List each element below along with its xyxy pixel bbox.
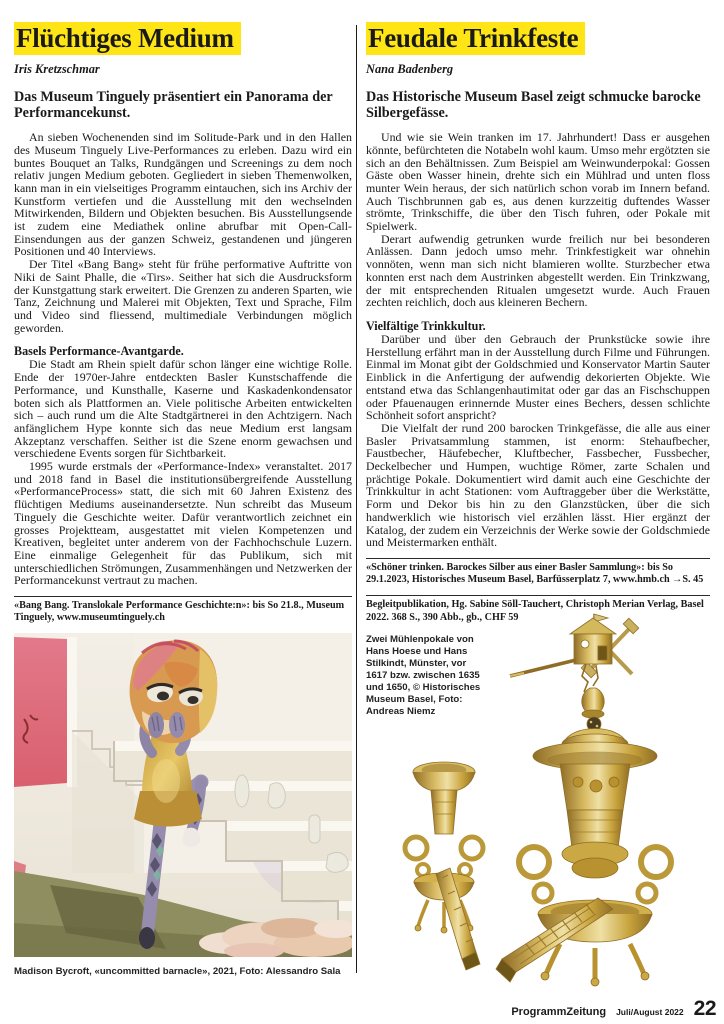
issue-date: Juli/August 2022: [616, 1007, 684, 1017]
headline-highlight: Feudale Trinkfeste: [366, 22, 585, 55]
performance-photo-illustration: [14, 633, 352, 957]
author-byline: Nana Badenberg: [366, 62, 454, 77]
section-subhead: Vielfältige Trinkkultur.: [366, 319, 486, 333]
exhibition-info-note: «Bang Bang. Translokale Performance Geschichte:n»: bis So 21.8., Museum Tinguely, www.museumtinguely.ch: [14, 596, 352, 624]
page-title: [366, 22, 710, 55]
photo-caption: Madison Bycroft, «uncommitted barnacle», 2021, Foto: Alessandro Sala: [14, 965, 341, 977]
author-byline: Iris Kretzschmar: [14, 62, 100, 77]
article-paragraph: Die Vielfalt der rund 200 barocken Trinkgefässe, die alle aus einer Basler Privatsammlung stammen, ist enorm: Stehaufbecher, Faustbecher, Häufebecher, Kluftbecher, Fassbecher, Fussbecher, Deckelbecher und Humpen, wuchtige Römer, zarte Schalen und prächtige Pokale. Dokumentiert wird damit auch eine Geschichte der Trinkkultur in acht Stationen: vom Auftraggeber über die Werkstätte, Form und Dekor bis hin zu den Glanzstücken, über die sich handwerklich wie historisch viel erzählen lässt. Hier ergänzt der Katalog, der zudem ein Verzeichnis der Werke sowie der Goldschmiede und Meistermarken enthält.: [366, 420, 710, 550]
article-paragraph: 1995 wurde erstmals der «Performance-Index» veranstaltet. 2017 und 2018 fand in Basel die institutionsübergreifende Ausstellung «PerformanceProcess» statt, die sich mit 60 Jahren Existenz des flüchtigen Mediums auseinandersetzte. Nun schreibt das Museum Tinguely die Geschichte weiter. Dafür verantwortlich zeichnet ein grosses Projektteam, ausgestattet mit vielen Kompetenzen und Kreativen, begleitet unter anderem von der Fachhochschule Luzern. Eine einmalige Gelegenheit für das Publikum, sich mit unterschiedlichen Strömungen, Zusammenhängen und Netzwerken der Performancekunst vertraut zu machen.: [14, 459, 352, 588]
section-subhead: Basels Performance-Avantgarde.: [14, 344, 184, 359]
article-paragraph: Und wie sie Wein tranken im 17. Jahrhundert! Dass er ausgehen könnte, befürchteten die Notabeln wohl kaum. Umso mehr ergötzten sie sich an den Behältnissen. Zum Beispiel am Weinwunderpokal: Gossen Gäste oben Wasser hinein, drehte sich ein Mühlrad und unten floss munter Wein heraus, der sich natürlich schon vorab im Innern befand. Auch Tischbrunnen gab es, aus denen kurzzeitig duftendes Wasser strömte, Trinkschiffe, die über den Tisch fuhren, oder Pokale mit Spielwerk.: [366, 130, 710, 234]
column-divider: [356, 25, 357, 973]
page-footer: [511, 997, 716, 1021]
headline-highlight: Flüchtiges Medium: [14, 22, 241, 55]
performance-photo: [14, 633, 352, 978]
exhibition-info-note: «Schöner trinken. Barockes Silber aus einer Basler Sammlung»: bis So 29.1.2023, Historisches Museum Basel, Barfüsserplatz 7, www.hmb.ch →S. 45: [366, 558, 710, 586]
goblets-photo: [398, 610, 724, 1015]
article-lead: Das Historische Museum Basel zeigt schmucke barocke Silbergefässe.: [366, 89, 701, 122]
article-paragraph: Darüber und über den Gebrauch der Prunkstücke sowie ihre Herstellung erfährt man in der Ausstellung durch Filme und Führungen. Einmal im Monat gibt der Goldschmied und Konservator Martin Sauter Einblick in die Anfertigung der aufwendig dekorierten Objekte. Wie entstand etwa das Schlangenhautimitat oder gar das an Fischschuppen oder Pfauenaugen erinnernde Muster eines Bechers, dessen schlichte Schönheit sofort anspricht?: [366, 332, 710, 423]
article-paragraph: Der Titel «Bang Bang» steht für frühe performative Auftritte von Niki de Saint Phalle, die «Tirs». Seither hat sich die Ausdrucksform der Kunstgattung stark erweitert. Die Grenzen zu anderen Sparten, wie Tanz, Zeichnung und Malerei mit Objekten, Text und Sprache, Film und Video sind fliessend, multimediale Verbindungen möglich geworden.: [14, 257, 352, 335]
page-title: [14, 22, 352, 55]
article-lead: Das Museum Tinguely präsentiert ein Panorama der Performancekunst.: [14, 89, 333, 122]
article-fluechtiges-medium: [14, 22, 352, 978]
publication-info-note: Begleitpublikation, Hg. Sabine Söll-Tauchert, Christoph Merian Verlag, Basel 2022. 368 S., 390 Abb., gb., CHF 59: [366, 595, 710, 623]
page-number: 22: [693, 997, 716, 1020]
article-paragraph: Derart aufwendig getrunken wurde freilich nur bei besonderen Anlässen. Dann jedoch umso mehr. Trinkfestigkeit war ohnehin vonnöten, wenn man sich nicht blamieren wollte. Sturzbecher etwa konnten erst nach dem Austrinken abgestellt werden. Ein Trinkzwang, der mit entsprechenden Ritualen umgesetzt wurde. Auch Frauen zechten reichlich, doch aus kleineren Bechern.: [366, 231, 710, 310]
article-paragraph: An sieben Wochenenden sind im Solitude-Park und in den Hallen des Museum Tinguely Live-Performances zu erleben. Dazu wird ein buntes Bouquet an Talks, Rundgängen und Screenings zu dem noch relativ jungen Medium geboten. Gegliedert in sieben Themenwolken, kann man in ein vielseitiges Programm eintauchen, sich ins Archiv der Kunstform vertiefen und die Ausstellung mit den wechselnden Mitwirkenden, Bildern und Objekten besuchen. Bis Ausstellungsende ist zudem eine Mediathek online abrufbar mit Open-Call-Einsendungen aus der ganzen Schweiz, gestandenen und jüngeren Positionen und 40 Interviews.: [14, 130, 352, 259]
photo-caption: Zwei Mühlenpokale von Hans Hoese und Hans Stilkindt, Münster, vor 1617 bzw. zwischen 1635 und 1650, © Historisches Museum Basel, Foto: Andreas Niemz: [366, 633, 481, 717]
article-paragraph: Die Stadt am Rhein spielt dafür schon länger eine wichtige Rolle. Ende der 1970er-Jahre entdeckten Basler Kunstschaffende die Performance, und Kunsthalle, Kaserne und Kaskadenkondensator boten sich als Plattformen an. Viele politische Arbeiten entwickelten sich – auch rund um die Alte Stadtgärtnerei in den Achtzigern. Nach anfänglichem Hype konnte sich das neue Medium erst langsam Akzeptanz verschaffen. Seither ist die Szene enorm gewachsen und verschiedene Events sorgen für Sichtbarkeit.: [14, 357, 352, 461]
goblets-photo-illustration: [398, 610, 724, 1010]
magazine-name: ProgrammZeitung: [511, 1006, 607, 1018]
